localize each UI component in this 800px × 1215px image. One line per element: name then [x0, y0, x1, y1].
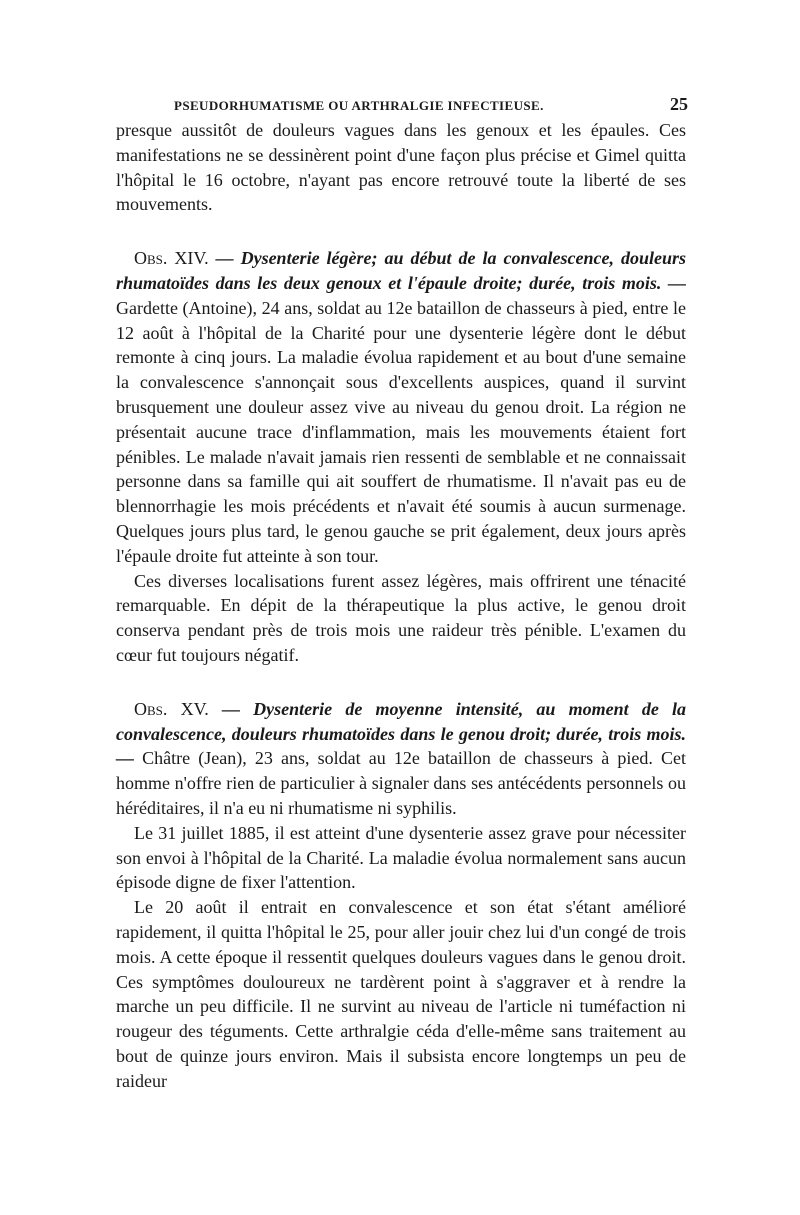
running-title: PSEUDORHUMATISME OU ARTHRALGIE INFECTIEUSE.: [174, 98, 544, 113]
observation-label: Obs. XV.: [134, 698, 209, 719]
running-head: [174, 94, 688, 118]
observation-body: Châtre (Jean), 23 ans, soldat au 12e bataillon de chasseurs à pied. Cet homme n'offre rien de particulier à signaler dans ses antécédents personnels ou héréditaires, il n'a eu ni rhumatisme ni syphilis.: [116, 748, 687, 818]
observation-body: Gardette (Antoine), 24 ans, soldat au 12e bataillon de chasseurs à pied, entre le 12 août à l'hôpital de la Charité pour une dysenterie légère dont le début remonte à cinq jours. La maladie évolua rapidement et au bout d'une semaine la convalescence s'annonçait sous d'excellents auspices, quand il survint brusquement une douleur assez vive au niveau du genou droit. La région ne présentait aucune trace d'inflammation, mais les mouvements étaient fort pénibles. Le malade n'avait jamais rien ressenti de semblable et ne connaissait personne dans sa famille qui ait souffert de rhumatisme. Il n'avait pas eu de blennorrhagie les mois précédents et n'avait été soumis à aucun surmenage. Quelques jours plus tard, le genou gauche se prit également, deux jours après l'épaule droite fut atteinte à son tour.: [116, 297, 686, 566]
paragraph: Ces diverses localisations furent assez légères, mais offrirent une ténacité remarquable. En dépit de la thérapeutique la plus active, le genou droit conserva pendant près de trois mois une raideur très pénible. L'examen du cœur fut toujours négatif.: [116, 570, 686, 665]
observation-title: — Dysenterie de moyenne intensité, au moment de la convalescence, douleurs rhumatoïdes dans le genou droit; durée, trois mois. —: [116, 698, 687, 769]
book-page: [116, 94, 686, 1093]
paragraph-continuation: presque aussitôt de douleurs vagues dans les genoux et les épaules. Ces manifestations ne se dessinèrent point d'une façon plus précise et Gimel quitta l'hôpital le 16 octobre, n'ayant pas encore retrouvé toute la liberté de ses mouvements.: [116, 120, 686, 215]
observation-xv: [116, 697, 686, 821]
observation-xiv: [116, 246, 686, 568]
observation-title: — Dysenterie légère; au début de la convalescence, douleurs rhumatoïdes dans les deux genoux et l'épaule droite; durée, trois mois. —: [116, 248, 686, 293]
observation-label: Obs. XIV.: [134, 248, 209, 269]
paragraph: Le 20 août il entrait en convalescence et son état s'étant amélioré rapidement, il quitta l'hôpital le 25, pour aller jouir chez lui d'un congé de trois mois. A cette époque il ressentit quelques douleurs vagues dans le genou droit. Ces symptômes douloureux ne tardèrent point à s'aggraver et à rendre la marche un peu difficile. Il ne survint au niveau de l'article ni tuméfaction ni rougeur des téguments. Cette arthralgie céda d'elle-même sans traitement au bout de quinze jours environ. Mais il subsista encore longtemps un peu de raideur: [116, 897, 686, 1091]
page-number: 25: [670, 94, 688, 114]
paragraph: Le 31 juillet 1885, il est atteint d'une dysenterie assez grave pour nécessiter son envoi à l'hôpital de la Charité. La maladie évolua normalement sans aucun épisode digne de fixer l'attention.: [116, 822, 686, 893]
